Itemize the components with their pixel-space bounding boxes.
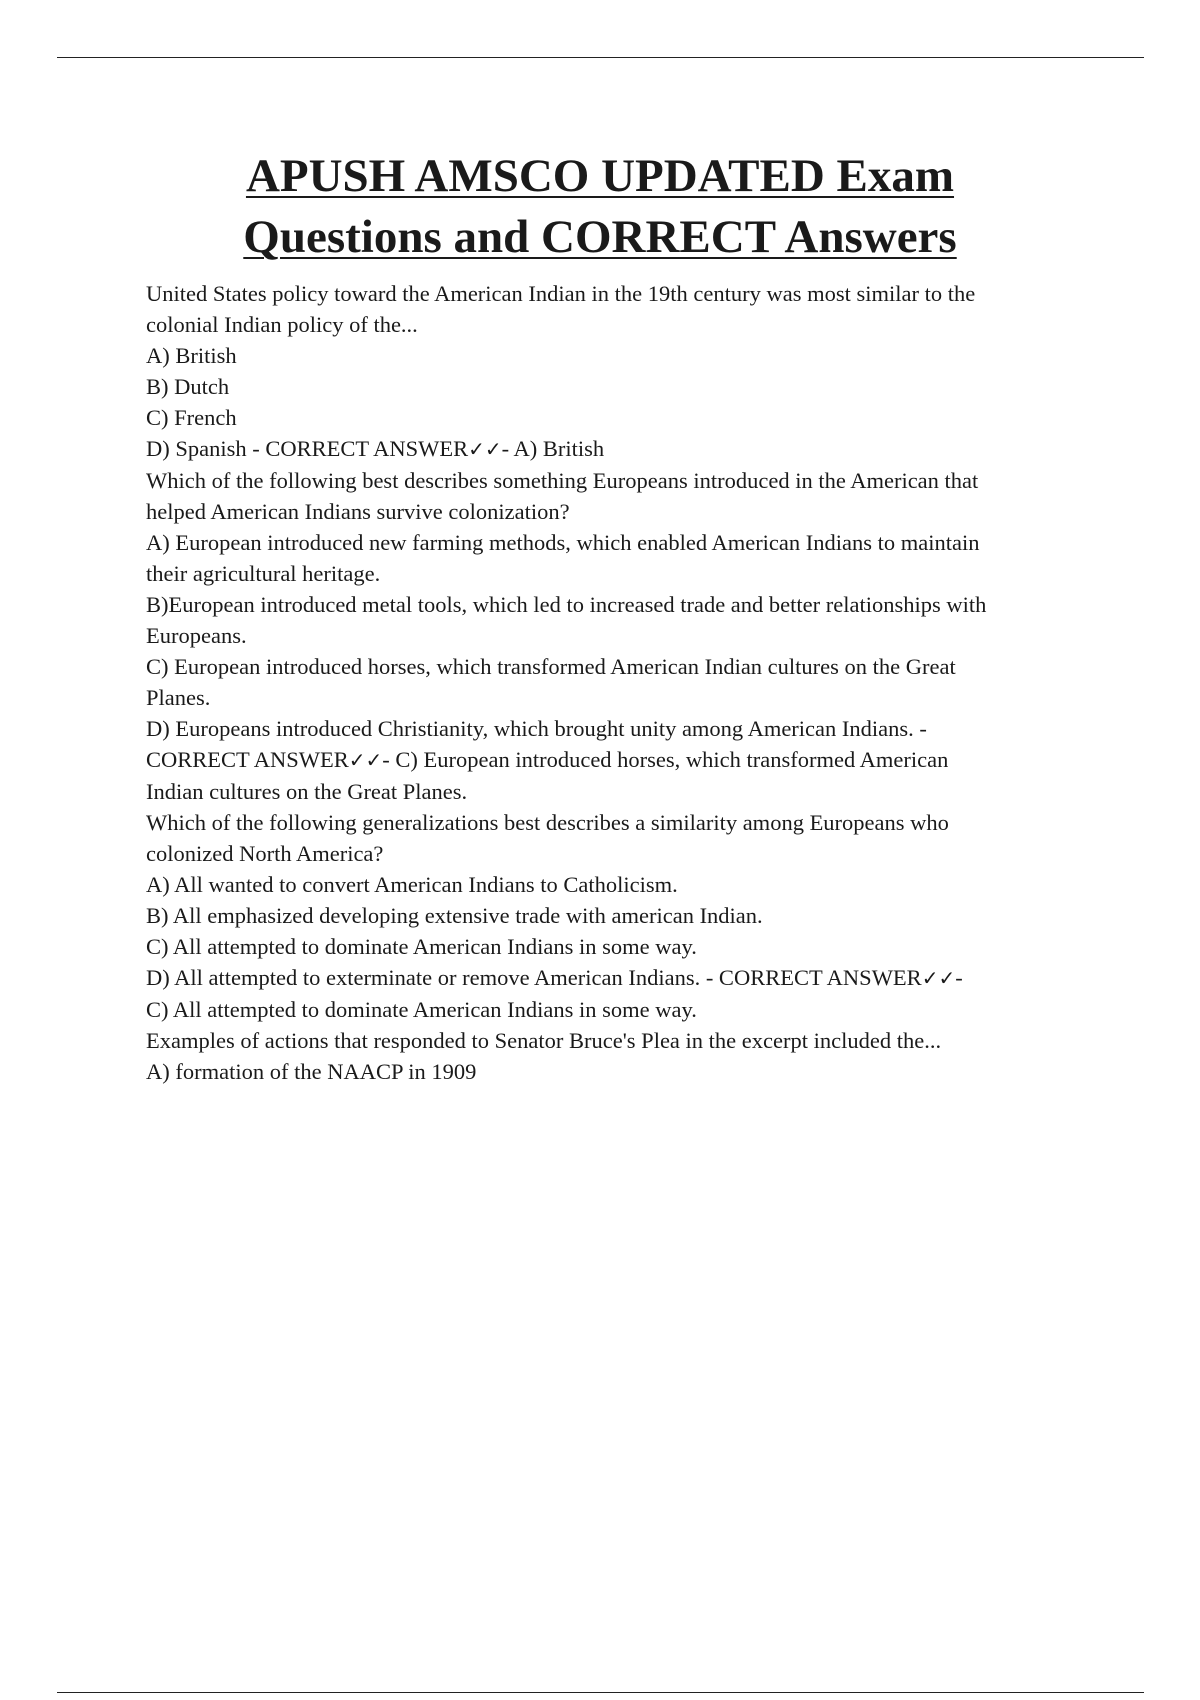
question-2-option-a-line-2: their agricultural heritage. xyxy=(146,561,381,586)
question-3-stem-line-2: colonized North America? xyxy=(146,841,384,866)
question-2-stem-line-2: helped American Indians survive colonization? xyxy=(146,499,570,524)
question-2-option-d-line-1: D) Europeans introduced Christianity, which brought unity among American Indians. - xyxy=(146,716,927,741)
question-2-stem-line-1: Which of the following best describes something Europeans introduced in the American that xyxy=(146,468,979,493)
check-marks-icon: ✓✓ xyxy=(921,966,956,990)
question-2-answer: - C) European introduced horses, which transformed American xyxy=(382,747,949,772)
question-3-stem-line-1: Which of the following generalizations best describes a similarity among Europeans who xyxy=(146,810,949,835)
question-2-option-b xyxy=(146,589,1076,651)
question-4 xyxy=(146,1025,1076,1087)
question-list xyxy=(146,278,1076,1087)
correct-answer-label: CORRECT ANSWER xyxy=(146,747,349,772)
question-2-option-d-line-3: Indian cultures on the Great Planes. xyxy=(146,779,468,804)
check-marks-icon: ✓✓ xyxy=(348,748,383,772)
question-2-option-c xyxy=(146,651,1076,713)
question-2-option-d xyxy=(146,713,1076,807)
question-3-option-d-line-1 xyxy=(146,962,1076,994)
question-1-option-d-text: D) Spanish - CORRECT ANSWER xyxy=(146,436,469,461)
question-3-option-c: C) All attempted to dominate American Indians in some way. xyxy=(146,934,697,959)
question-4-option-a: A) formation of the NAACP in 1909 xyxy=(146,1059,477,1084)
question-2-option-a-line-1: A) European introduced new farming methods, which enabled American Indians to maintain xyxy=(146,530,980,555)
question-3-option-d-text: D) All attempted to exterminate or remove American Indians. - CORRECT ANSWER xyxy=(146,965,922,990)
top-rule xyxy=(57,57,1144,58)
question-3-answer: C) All attempted to dominate American Indians in some way. xyxy=(146,997,697,1022)
question-2-option-b-line-2: Europeans. xyxy=(146,623,247,648)
question-1-option-a: A) British xyxy=(146,343,237,368)
question-4-stem: Examples of actions that responded to Senator Bruce's Plea in the excerpt included the... xyxy=(146,1028,942,1053)
bottom-rule xyxy=(57,1692,1144,1693)
question-1 xyxy=(146,278,1076,465)
question-1-option-c: C) French xyxy=(146,405,237,430)
question-1-stem-line-1: United States policy toward the American Indian in the 19th century was most similar to the xyxy=(146,281,976,306)
question-1-stem xyxy=(146,278,1076,340)
question-3-stem xyxy=(146,807,1076,869)
document-title xyxy=(146,146,1054,268)
question-2 xyxy=(146,465,1076,807)
question-2-option-a xyxy=(146,527,1076,589)
question-1-option-b: B) Dutch xyxy=(146,374,230,399)
question-2-option-c-line-2: Planes. xyxy=(146,685,211,710)
question-2-option-b-line-1: B)European introduced metal tools, which led to increased trade and better relationships with xyxy=(146,592,987,617)
question-3 xyxy=(146,807,1076,1025)
question-3-option-d-suffix: - xyxy=(955,965,963,990)
title-line-1: APUSH AMSCO UPDATED Exam xyxy=(245,150,955,202)
question-1-stem-line-2: colonial Indian policy of the... xyxy=(146,312,418,337)
question-3-option-d xyxy=(146,962,1076,1025)
question-3-option-a: A) All wanted to convert American Indians to Catholicism. xyxy=(146,872,678,897)
question-2-option-d-line-2 xyxy=(146,744,1076,776)
question-2-option-c-line-1: C) European introduced horses, which transformed American Indian cultures on the Great xyxy=(146,654,956,679)
question-1-option-d xyxy=(146,433,1076,465)
check-marks-icon: ✓✓ xyxy=(468,437,502,461)
question-2-stem xyxy=(146,465,1076,527)
title-line-2: Questions and CORRECT Answers xyxy=(243,211,957,263)
question-3-option-b: B) All emphasized developing extensive trade with american Indian. xyxy=(146,903,763,928)
question-1-answer: - A) British xyxy=(501,436,605,461)
